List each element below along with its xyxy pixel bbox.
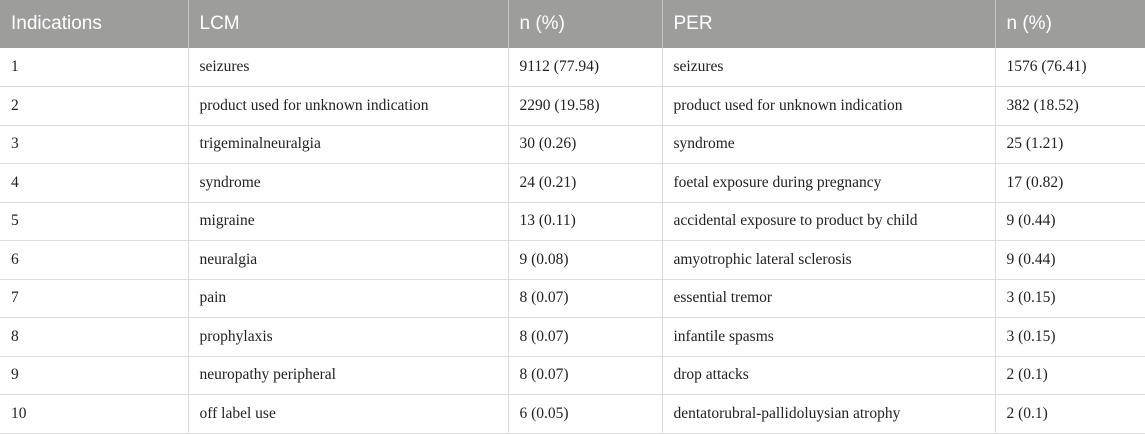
per-indication-cell: foetal exposure during pregnancy	[662, 164, 995, 203]
table-header	[0, 0, 1145, 48]
header-per: PER	[662, 0, 995, 48]
per-count-cell: 9 (0.44)	[995, 241, 1145, 280]
rank-cell: 7	[0, 279, 188, 318]
table-row	[0, 279, 1145, 318]
per-count-cell: 9 (0.44)	[995, 202, 1145, 241]
table-row	[0, 202, 1145, 241]
rank-cell: 10	[0, 395, 188, 434]
header-lcm: LCM	[188, 0, 508, 48]
per-indication-cell: essential tremor	[662, 279, 995, 318]
table-body	[0, 48, 1145, 433]
rank-cell: 8	[0, 318, 188, 357]
lcm-indication-cell: neuropathy peripheral	[188, 356, 508, 395]
per-indication-cell: infantile spasms	[662, 318, 995, 357]
table-row	[0, 395, 1145, 434]
lcm-indication-cell: neuralgia	[188, 241, 508, 280]
per-count-cell: 382 (18.52)	[995, 87, 1145, 126]
lcm-indication-cell: prophylaxis	[188, 318, 508, 357]
per-indication-cell: drop attacks	[662, 356, 995, 395]
lcm-count-cell: 24 (0.21)	[508, 164, 662, 203]
table-row	[0, 318, 1145, 357]
header-indications: Indications	[0, 0, 188, 48]
header-row	[0, 0, 1145, 48]
per-count-cell: 2 (0.1)	[995, 395, 1145, 434]
lcm-indication-cell: syndrome	[188, 164, 508, 203]
lcm-indication-cell: pain	[188, 279, 508, 318]
rank-cell: 4	[0, 164, 188, 203]
lcm-indication-cell: trigeminalneuralgia	[188, 125, 508, 164]
lcm-count-cell: 2290 (19.58)	[508, 87, 662, 126]
header-per-n-percent: n (%)	[995, 0, 1145, 48]
rank-cell: 9	[0, 356, 188, 395]
per-count-cell: 3 (0.15)	[995, 279, 1145, 318]
per-count-cell: 1576 (76.41)	[995, 48, 1145, 87]
lcm-count-cell: 8 (0.07)	[508, 356, 662, 395]
table-row	[0, 356, 1145, 395]
lcm-count-cell: 30 (0.26)	[508, 125, 662, 164]
table-row	[0, 87, 1145, 126]
header-lcm-n-percent: n (%)	[508, 0, 662, 48]
lcm-count-cell: 6 (0.05)	[508, 395, 662, 434]
per-count-cell: 3 (0.15)	[995, 318, 1145, 357]
lcm-indication-cell: seizures	[188, 48, 508, 87]
lcm-count-cell: 8 (0.07)	[508, 279, 662, 318]
rank-cell: 6	[0, 241, 188, 280]
per-indication-cell: amyotrophic lateral sclerosis	[662, 241, 995, 280]
table-row	[0, 48, 1145, 87]
lcm-indication-cell: product used for unknown indication	[188, 87, 508, 126]
lcm-indication-cell: off label use	[188, 395, 508, 434]
lcm-indication-cell: migraine	[188, 202, 508, 241]
lcm-count-cell: 9 (0.08)	[508, 241, 662, 280]
lcm-count-cell: 8 (0.07)	[508, 318, 662, 357]
per-indication-cell: accidental exposure to product by child	[662, 202, 995, 241]
rank-cell: 3	[0, 125, 188, 164]
rank-cell: 5	[0, 202, 188, 241]
table-row	[0, 125, 1145, 164]
lcm-count-cell: 9112 (77.94)	[508, 48, 662, 87]
per-indication-cell: dentatorubral-pallidoluysian atrophy	[662, 395, 995, 434]
rank-cell: 2	[0, 87, 188, 126]
per-count-cell: 2 (0.1)	[995, 356, 1145, 395]
per-indication-cell: product used for unknown indication	[662, 87, 995, 126]
per-indication-cell: syndrome	[662, 125, 995, 164]
per-count-cell: 17 (0.82)	[995, 164, 1145, 203]
per-count-cell: 25 (1.21)	[995, 125, 1145, 164]
table-row	[0, 241, 1145, 280]
rank-cell: 1	[0, 48, 188, 87]
table-row	[0, 164, 1145, 203]
per-indication-cell: seizures	[662, 48, 995, 87]
lcm-count-cell: 13 (0.11)	[508, 202, 662, 241]
